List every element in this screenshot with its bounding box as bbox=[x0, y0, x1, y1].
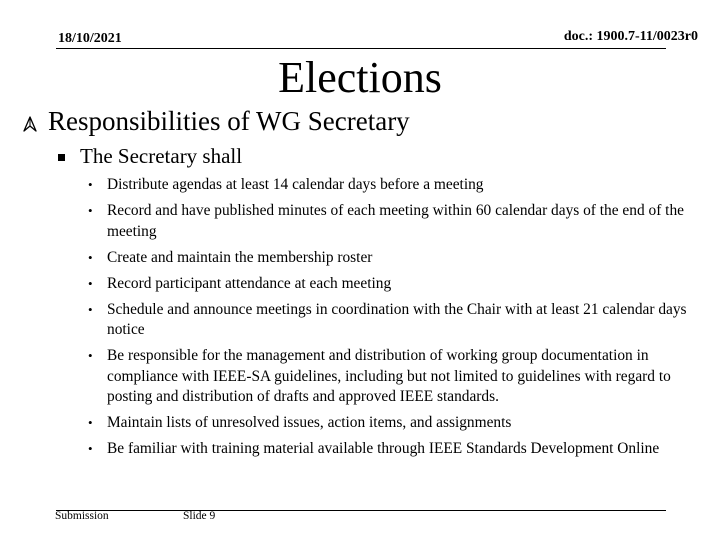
small-dot-icon: • bbox=[88, 441, 93, 456]
list-item bbox=[88, 413, 698, 434]
bullet-text: Be familiar with training material available through IEEE Standards Development Online bbox=[107, 440, 660, 457]
square-bullet-icon bbox=[58, 154, 65, 161]
small-dot-icon: • bbox=[88, 177, 93, 192]
hollow-arrow-icon bbox=[22, 107, 48, 141]
level1-item bbox=[22, 104, 410, 141]
list-item bbox=[88, 300, 698, 341]
bullet-text: Distribute agendas at least 14 calendar days before a meeting bbox=[107, 176, 484, 193]
footer-submission: Submission bbox=[55, 510, 109, 522]
bullet-text: Be responsible for the management and distribution of working group documentation in compliance with IEEE-SA guidelines, including but not limited to guidelines with regard to posting and distribution of drafts and approved IEEE standards. bbox=[107, 347, 671, 405]
list-item bbox=[88, 175, 698, 196]
slide-title: Elections bbox=[278, 53, 442, 102]
level2-text: The Secretary shall bbox=[80, 144, 243, 168]
list-item bbox=[88, 201, 698, 242]
bullet-list bbox=[88, 175, 698, 465]
list-item bbox=[88, 248, 698, 269]
footer-slide-number: Slide 9 bbox=[183, 510, 216, 522]
small-dot-icon: • bbox=[88, 249, 93, 265]
small-dot-icon: • bbox=[88, 415, 93, 430]
bullet-text: Create and maintain the membership roster bbox=[107, 248, 373, 266]
level1-text: Responsibilities of WG Secretary bbox=[48, 106, 410, 136]
small-dot-icon: • bbox=[88, 301, 93, 317]
list-item bbox=[88, 274, 698, 295]
small-dot-icon: • bbox=[88, 203, 93, 218]
footer-divider bbox=[56, 510, 666, 511]
header-date: 18/10/2021 bbox=[58, 31, 122, 46]
header-doc-id: doc.: 1900.7-11/0023r0 bbox=[563, 29, 698, 44]
bullet-text: Schedule and announce meetings in coordination with the Chair with at least 21 calendar days notice bbox=[107, 300, 687, 338]
bullet-text: Maintain lists of unresolved issues, action items, and assignments bbox=[107, 414, 512, 431]
small-dot-icon: • bbox=[88, 348, 93, 363]
level2-item bbox=[58, 142, 243, 170]
small-dot-icon: • bbox=[88, 275, 93, 291]
bullet-text: Record participant attendance at each meeting bbox=[107, 274, 392, 292]
header-divider bbox=[56, 48, 666, 49]
bullet-text: Record and have published minutes of each meeting within 60 calendar days of the end of the meeting bbox=[107, 202, 684, 240]
list-item bbox=[88, 346, 698, 408]
list-item bbox=[88, 439, 698, 460]
